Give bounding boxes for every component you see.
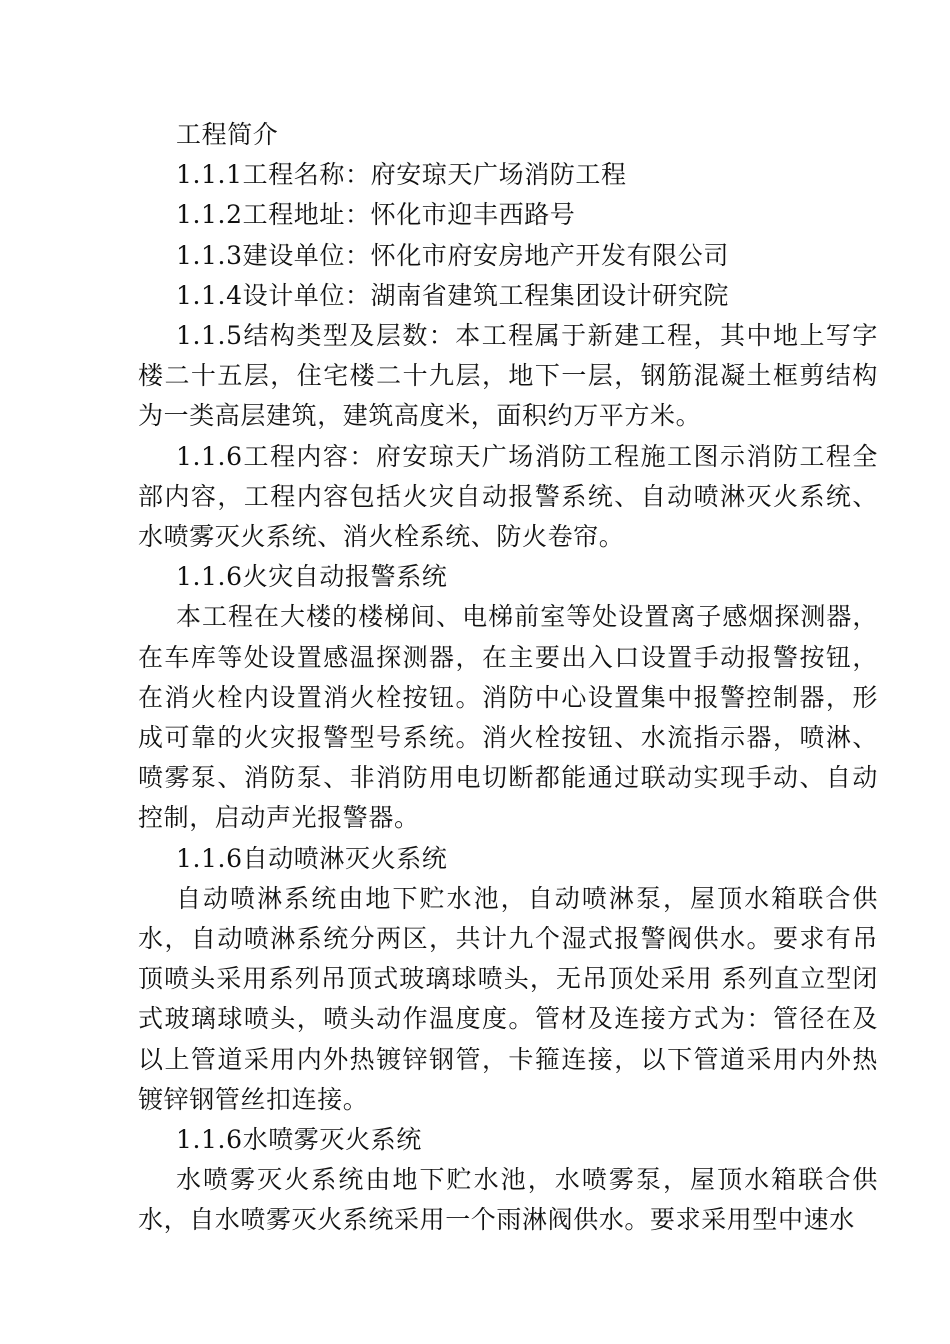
section-heading-project-intro: 工程简介 <box>176 120 279 149</box>
sprinkler-paragraph: 自动喷淋系统由地下贮水池，自动喷淋泵，屋顶水箱联合供水，自动喷淋系统分两区，共计九个湿式报警阀供水。要求有吊顶喷头采用系列吊顶式玻璃球喷头，无吊顶处采用 系列直立型闭式玻璃球喷头，喷头动作温度度。管材及连接方式为：管径在及以上管道采用内外热镀锌钢管，卡箍连接，以下管道采用内外热镀锌钢管丝扣连接。 <box>138 883 878 1114</box>
construction-unit-line: 1.1.3建设单位：怀化市府安房地产开发有限公司 <box>176 240 730 270</box>
fire-alarm-paragraph: 本工程在大楼的楼梯间、电梯前室等处设置离子感烟探测器，在车库等处设置感温探测器，在主要出入口设置手动报警按钮，在消火栓内设置消火栓按钮。消防中心设置集中报警控制器，形成可靠的火灾报警型号系统。消火栓按钮、水流指示器，喷淋、喷雾泵、消防泵、非消防用电切断都能通过联动实现手动、自动控制，启动声光报警器。 <box>138 602 878 833</box>
design-unit-line: 1.1.4设计单位：湖南省建筑工程集团设计研究院 <box>176 280 730 310</box>
project-name-line: 1.1.1工程名称：府安琼天广场消防工程 <box>176 160 627 190</box>
project-address-line: 1.1.2工程地址：怀化市迎丰西路号 <box>176 200 576 230</box>
water-spray-heading: 1.1.6水喷雾灭火系统 <box>176 1125 422 1155</box>
structure-type-paragraph: 1.1.5结构类型及层数：本工程属于新建工程，其中地上写字楼二十五层，住宅楼二十九层，地下一层，钢筋混凝土框剪结构为一类高层建筑，建筑高度米，面积约万平方米。 <box>138 321 878 431</box>
sprinkler-heading: 1.1.6自动喷淋灭火系统 <box>176 843 448 873</box>
body-text <box>138 115 878 1241</box>
fire-alarm-heading: 1.1.6火灾自动报警系统 <box>176 562 448 592</box>
project-content-paragraph: 1.1.6工程内容：府安琼天广场消防工程施工图示消防工程全部内容，工程内容包括火灾自动报警系统、自动喷淋灭火系统、水喷雾灭火系统、消火栓系统、防火卷帘。 <box>138 441 878 552</box>
water-spray-paragraph: 水喷雾灭火系统由地下贮水池，水喷雾泵，屋顶水箱联合供水，自水喷雾灭火系统采用一个雨淋阀供水。要求采用型中速水 <box>138 1165 878 1235</box>
